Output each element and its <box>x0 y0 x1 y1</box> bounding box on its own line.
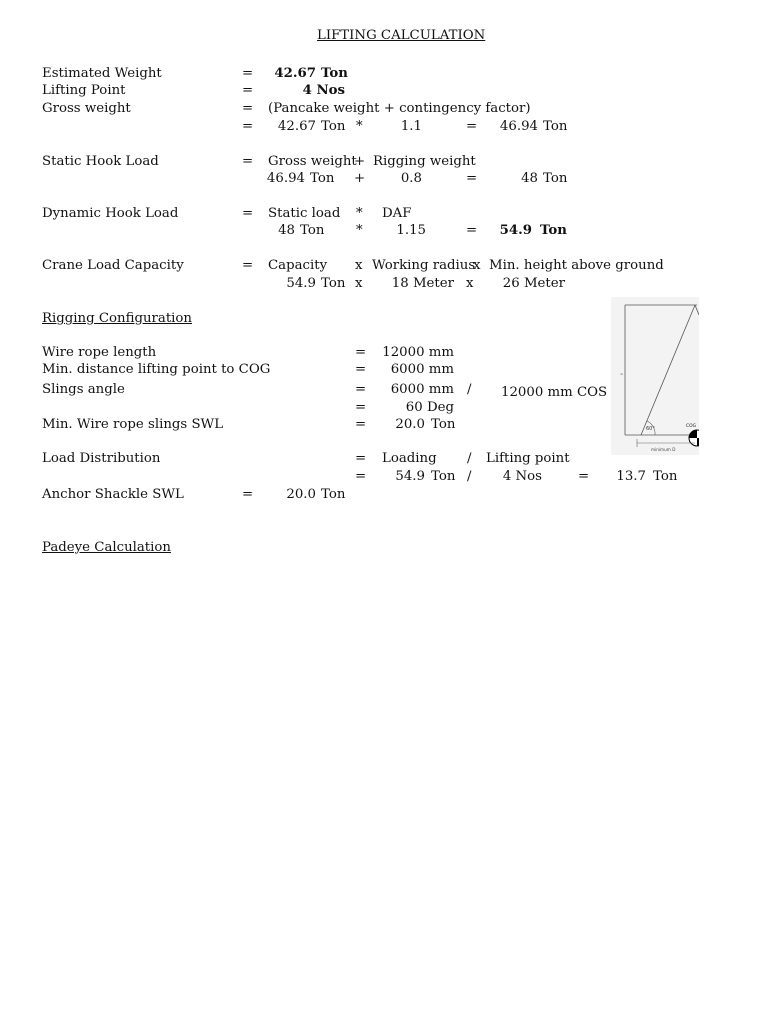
static-hook-load-label: Static Hook Load <box>42 154 159 169</box>
static-hook-formula-b: Rigging weight <box>373 154 476 169</box>
min-distance-value: 6000 mm <box>390 362 454 377</box>
gross-weight-calc-op: * <box>356 119 363 134</box>
load-distribution-label: Load Distribution <box>42 451 161 466</box>
equals-sign: = <box>355 382 367 397</box>
sling-diagram-drawing <box>611 297 699 455</box>
slings-angle-b <box>501 382 618 401</box>
equals-sign: = <box>242 487 254 502</box>
equals-sign: = <box>242 258 254 273</box>
equals-sign: = <box>355 400 367 415</box>
gross-weight-label: Gross weight <box>42 101 131 116</box>
estimated-weight-unit: Ton <box>321 66 348 81</box>
crane-calc-op1: x <box>355 276 363 291</box>
equals-sign: = <box>242 83 254 98</box>
padeye-heading: Padeye Calculation <box>42 540 171 555</box>
anchor-shackle-swl-unit: Ton <box>321 487 346 502</box>
lifting-point-value: 4 Nos <box>302 83 345 98</box>
static-hook-result: 48 <box>521 171 538 186</box>
anchor-shackle-swl-value: 20.0 <box>286 487 316 502</box>
static-hook-formula-a: Gross weight <box>268 154 357 169</box>
gross-weight-result-unit: Ton <box>543 119 568 134</box>
dynamic-hook-result: 54.9 <box>499 223 532 238</box>
static-hook-calc-a: 46.94 <box>266 171 305 186</box>
load-dist-formula-op: / <box>467 451 472 466</box>
equals-sign: = <box>355 345 367 360</box>
static-hook-calc-eq: = <box>466 171 478 186</box>
diagram-angle-label: 60° <box>646 426 655 432</box>
crane-load-capacity-label: Crane Load Capacity <box>42 258 184 273</box>
crane-formula-op1: x <box>355 258 363 273</box>
dynamic-hook-result-unit: Ton <box>540 223 567 238</box>
gross-weight-calc-a: 42.67 <box>277 119 316 134</box>
rigging-heading: Rigging Configuration <box>42 311 192 326</box>
load-dist-calc-a: 54.9 <box>395 469 425 484</box>
diagram-sling-line <box>641 305 695 435</box>
equals-sign: = <box>242 101 254 116</box>
equals-sign: = <box>355 417 367 432</box>
load-dist-calc-b: 4 Nos <box>502 469 542 484</box>
crane-formula-op2: x <box>473 258 481 273</box>
static-hook-result-unit: Ton <box>543 171 568 186</box>
diagram-sling-end <box>695 305 699 315</box>
load-dist-calc-a-unit: Ton <box>431 469 456 484</box>
page-title: LIFTING CALCULATION <box>317 28 486 43</box>
equals-sign: = <box>355 469 367 484</box>
gross-weight-calc-b: 1.1 <box>400 119 422 134</box>
gross-weight-calc-a-unit: Ton <box>321 119 346 134</box>
equals-sign: = <box>242 154 254 169</box>
wire-rope-swl-value: 20.0 <box>395 417 425 432</box>
slings-angle-op: / <box>467 382 472 397</box>
diagram-distance-label: minimum D <box>651 447 676 452</box>
diagram-height-mark: = <box>620 371 624 376</box>
slings-angle-result: 60 Deg <box>405 400 454 415</box>
static-hook-calc-op: + <box>354 171 366 186</box>
wire-rope-length-value: 12000 mm <box>382 345 454 360</box>
cog-icon <box>689 430 699 446</box>
equals-sign: = <box>355 451 367 466</box>
crane-calc-a: 54.9 <box>286 276 316 291</box>
dynamic-hook-calc-eq: = <box>466 223 478 238</box>
estimated-weight-label: Estimated Weight <box>42 66 162 81</box>
load-dist-formula-b: Lifting point <box>486 451 570 466</box>
crane-formula-a: Capacity <box>268 258 328 273</box>
crane-formula-b: Working radius <box>372 258 476 273</box>
load-dist-calc-op: / <box>467 469 472 484</box>
crane-calc-b: 18 Meter <box>391 276 454 291</box>
wire-rope-swl-label: Min. Wire rope slings SWL <box>42 417 224 432</box>
wire-rope-length-label: Wire rope length <box>42 345 157 360</box>
gross-weight-calc-eq: = <box>466 119 478 134</box>
lifting-point-label: Lifting Point <box>42 83 126 98</box>
sling-diagram <box>611 297 699 455</box>
dynamic-hook-calc-a-unit: Ton <box>300 223 325 238</box>
min-distance-label: Min. distance lifting point to COG <box>42 362 271 377</box>
dynamic-hook-calc-b: 1.15 <box>396 223 426 238</box>
dynamic-hook-load-label: Dynamic Hook Load <box>42 206 179 221</box>
diagram-cog-label: COG <box>686 424 697 429</box>
static-hook-calc-a-unit: Ton <box>310 171 335 186</box>
crane-formula-c: Min. height above ground <box>489 258 664 273</box>
equals-sign: = <box>242 66 254 81</box>
slings-angle-label: Slings angle <box>42 382 125 397</box>
gross-weight-result: 46.94 <box>499 119 538 134</box>
equals-sign: = <box>242 119 254 134</box>
dynamic-hook-calc-op: * <box>356 223 363 238</box>
dynamic-hook-formula-a: Static load <box>268 206 341 221</box>
load-dist-result: 13.7 <box>616 469 646 484</box>
slings-angle-b-text: 12000 mm COS <box>501 385 608 400</box>
equals-sign: = <box>242 206 254 221</box>
dynamic-hook-formula-b: DAF <box>382 206 412 221</box>
anchor-shackle-swl-label: Anchor Shackle SWL <box>42 487 184 502</box>
load-dist-calc-eq: = <box>578 469 590 484</box>
dynamic-hook-formula-op: * <box>356 206 363 221</box>
equals-sign: = <box>355 362 367 377</box>
static-hook-calc-b: 0.8 <box>400 171 422 186</box>
slings-angle-a: 6000 mm <box>390 382 454 397</box>
crane-calc-a-unit: Ton <box>321 276 346 291</box>
load-dist-formula-a: Loading <box>382 451 437 466</box>
crane-calc-c: 26 Meter <box>502 276 565 291</box>
estimated-weight-value: 42.67 <box>274 66 316 81</box>
load-dist-result-unit: Ton <box>653 469 678 484</box>
static-hook-formula-op: + <box>354 154 366 169</box>
wire-rope-swl-unit: Ton <box>431 417 456 432</box>
dynamic-hook-calc-a: 48 <box>278 223 295 238</box>
gross-weight-formula: (Pancake weight + contingency factor) <box>268 101 531 116</box>
crane-calc-op2: x <box>466 276 474 291</box>
